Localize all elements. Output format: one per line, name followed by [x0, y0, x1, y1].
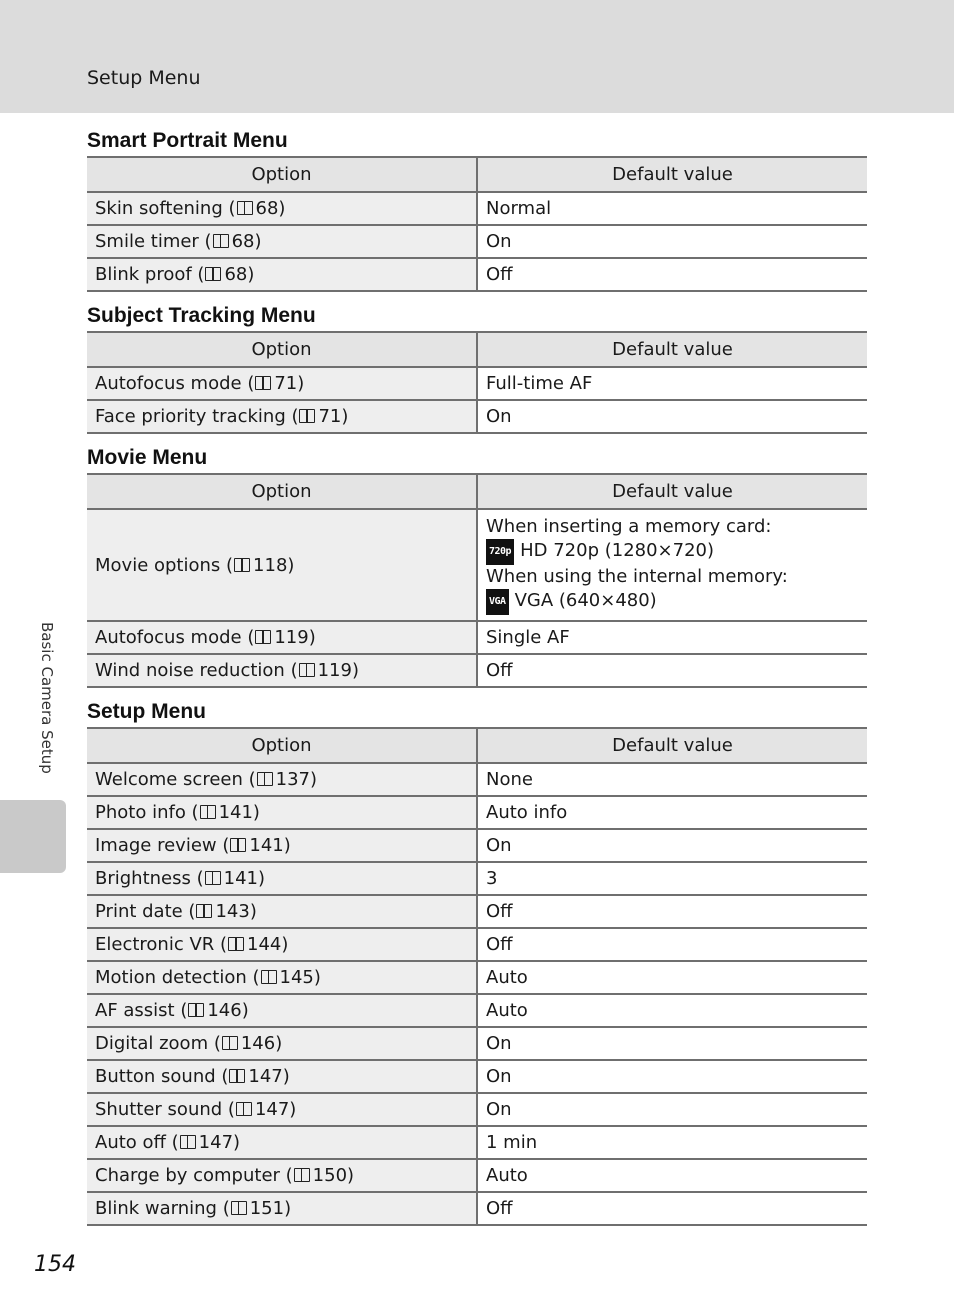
default-value-cell: Auto info	[477, 796, 867, 829]
table-movie	[87, 473, 867, 688]
table-row	[87, 829, 867, 862]
book-ref-icon	[299, 663, 315, 677]
table-row	[87, 509, 867, 621]
option-page-ref: 147)	[198, 1132, 241, 1153]
value-text: HD 720p (1280×720)	[520, 540, 715, 561]
option-name: Shutter sound (	[95, 1099, 235, 1120]
table-row	[87, 1060, 867, 1093]
option-name: Motion detection (	[95, 967, 260, 988]
option-cell	[87, 367, 477, 400]
book-ref-icon	[299, 409, 315, 423]
default-value-cell: Auto	[477, 961, 867, 994]
option-cell	[87, 258, 477, 291]
table-row	[87, 796, 867, 829]
option-cell	[87, 829, 477, 862]
book-ref-icon	[261, 970, 277, 984]
table-row	[87, 862, 867, 895]
option-cell	[87, 961, 477, 994]
default-value-cell: Off	[477, 895, 867, 928]
option-cell	[87, 1027, 477, 1060]
default-value-cell	[477, 509, 867, 621]
table-row	[87, 400, 867, 433]
option-name: Welcome screen (	[95, 769, 256, 790]
page-content	[87, 125, 867, 1234]
default-value-cell: None	[477, 763, 867, 796]
section-title-setup: Setup Menu	[87, 700, 206, 723]
option-cell	[87, 862, 477, 895]
option-cell	[87, 895, 477, 928]
default-value-cell: Off	[477, 258, 867, 291]
option-cell	[87, 192, 477, 225]
default-value-cell: Full-time AF	[477, 367, 867, 400]
book-ref-icon	[222, 1036, 238, 1050]
table-header-row	[87, 157, 867, 192]
option-name: Movie options (	[95, 554, 234, 576]
book-ref-icon	[231, 1201, 247, 1215]
table-row	[87, 928, 867, 961]
table-row	[87, 895, 867, 928]
option-name: Smile timer (	[95, 231, 212, 252]
column-header-default: Default value	[477, 728, 867, 763]
option-page-ref: 119)	[317, 660, 359, 681]
option-page-ref: 68)	[224, 264, 255, 285]
option-cell	[87, 1093, 477, 1126]
option-page-ref: 150)	[312, 1165, 355, 1186]
book-ref-icon	[229, 1069, 245, 1083]
table-row	[87, 258, 867, 291]
table-header-row	[87, 728, 867, 763]
section-title-movie: Movie Menu	[87, 446, 208, 469]
book-ref-icon	[236, 1102, 252, 1116]
book-ref-icon	[205, 871, 221, 885]
default-value-cell: Single AF	[477, 621, 867, 654]
option-cell	[87, 1159, 477, 1192]
option-name: Auto off (	[95, 1132, 179, 1153]
table-row	[87, 621, 867, 654]
option-page-ref: 141)	[218, 802, 260, 823]
book-ref-icon	[255, 630, 271, 644]
table-row	[87, 1027, 867, 1060]
value-text: VGA (640×480)	[514, 590, 657, 611]
book-ref-icon	[213, 234, 229, 248]
option-cell	[87, 994, 477, 1027]
column-header-default: Default value	[477, 332, 867, 367]
table-setup	[87, 727, 867, 1226]
default-value-cell: 3	[477, 862, 867, 895]
table-header-row	[87, 474, 867, 509]
option-name: Image review (	[95, 835, 230, 856]
option-name: Photo info (	[95, 802, 199, 823]
option-page-ref: 71)	[318, 406, 349, 427]
default-value-cell: On	[477, 829, 867, 862]
book-ref-icon	[188, 1003, 204, 1017]
option-name: Digital zoom (	[95, 1033, 221, 1054]
book-ref-icon	[196, 904, 212, 918]
default-value-cell: 1 min	[477, 1126, 867, 1159]
book-ref-icon	[230, 838, 246, 852]
book-ref-icon	[180, 1135, 196, 1149]
option-page-ref: 147)	[248, 1066, 290, 1087]
table-row	[87, 994, 867, 1027]
default-value-cell: On	[477, 1027, 867, 1060]
option-page-ref: 68)	[231, 231, 262, 252]
option-page-ref: 145)	[279, 967, 321, 988]
section-title-subject-tracking: Subject Tracking Menu	[87, 304, 316, 327]
option-cell	[87, 1126, 477, 1159]
column-header-option: Option	[87, 332, 477, 367]
section-title-smart-portrait: Smart Portrait Menu	[87, 129, 288, 152]
option-name: Face priority tracking (	[95, 406, 299, 427]
option-name: Autofocus mode (	[95, 373, 255, 394]
table-row	[87, 225, 867, 258]
book-ref-icon	[294, 1168, 310, 1182]
default-value-cell: On	[477, 1060, 867, 1093]
option-cell	[87, 1060, 477, 1093]
option-page-ref: 146)	[207, 1000, 249, 1021]
column-header-default: Default value	[477, 474, 867, 509]
option-cell	[87, 1192, 477, 1225]
default-value-cell: Off	[477, 928, 867, 961]
table-row	[87, 192, 867, 225]
header-band	[0, 0, 954, 113]
default-value-cell: On	[477, 225, 867, 258]
default-value-cell: On	[477, 400, 867, 433]
option-name: Button sound (	[95, 1066, 229, 1087]
option-cell	[87, 928, 477, 961]
option-page-ref: 137)	[275, 769, 318, 790]
default-value-cell: Off	[477, 1192, 867, 1225]
option-cell	[87, 225, 477, 258]
option-page-ref: 141)	[249, 835, 291, 856]
option-page-ref: 68)	[255, 198, 286, 219]
book-ref-icon	[205, 267, 221, 281]
option-page-ref: 118)	[253, 554, 295, 576]
value-line: When inserting a memory card:	[486, 516, 772, 537]
book-ref-icon	[234, 558, 250, 572]
option-cell	[87, 509, 477, 621]
table-row	[87, 1192, 867, 1225]
option-page-ref: 141)	[223, 868, 266, 889]
column-header-option: Option	[87, 728, 477, 763]
table-row	[87, 1093, 867, 1126]
default-value-cell: On	[477, 1093, 867, 1126]
table-row	[87, 367, 867, 400]
book-ref-icon	[237, 201, 253, 215]
option-page-ref: 119)	[274, 627, 316, 648]
option-name: Autofocus mode (	[95, 627, 255, 648]
table-row	[87, 763, 867, 796]
column-header-option: Option	[87, 157, 477, 192]
option-name: Electronic VR (	[95, 934, 228, 955]
option-page-ref: 144)	[247, 934, 289, 955]
option-name: Charge by computer (	[95, 1165, 293, 1186]
table-row	[87, 961, 867, 994]
option-name: Skin softening (	[95, 198, 236, 219]
option-name: Brightness (	[95, 868, 204, 889]
option-name: Print date (	[95, 901, 196, 922]
table-smart-portrait	[87, 156, 867, 292]
option-name: Wind noise reduction (	[95, 660, 298, 681]
option-name: Blink warning (	[95, 1198, 230, 1219]
page-number: 154	[34, 1252, 76, 1277]
book-ref-icon	[228, 937, 244, 951]
option-page-ref: 71)	[274, 373, 305, 394]
default-value-cell: Auto	[477, 994, 867, 1027]
option-cell	[87, 621, 477, 654]
table-header-row	[87, 332, 867, 367]
value-line: When using the internal memory:	[486, 566, 788, 587]
table-row	[87, 1159, 867, 1192]
table-subject-tracking	[87, 331, 867, 434]
option-cell	[87, 763, 477, 796]
value-line	[486, 589, 867, 615]
book-ref-icon	[200, 805, 216, 819]
option-page-ref: 147)	[254, 1099, 297, 1120]
default-value-cell: Normal	[477, 192, 867, 225]
option-cell	[87, 796, 477, 829]
hd-720p-icon: 720p	[486, 539, 514, 565]
chapter-side-label: Basic Camera Setup	[38, 622, 56, 774]
option-name: Blink proof (	[95, 264, 205, 285]
column-header-default: Default value	[477, 157, 867, 192]
vga-icon: VGA	[486, 589, 509, 615]
default-value-cell: Off	[477, 654, 867, 687]
value-line	[486, 539, 867, 565]
table-row	[87, 654, 867, 687]
column-header-option: Option	[87, 474, 477, 509]
book-ref-icon	[257, 772, 273, 786]
chapter-tab	[0, 800, 66, 873]
option-name: AF assist (	[95, 1000, 188, 1021]
table-row	[87, 1126, 867, 1159]
page-header-title: Setup Menu	[87, 67, 201, 89]
option-page-ref: 143)	[215, 901, 257, 922]
book-ref-icon	[255, 376, 271, 390]
default-value-cell: Auto	[477, 1159, 867, 1192]
option-cell	[87, 400, 477, 433]
option-page-ref: 151)	[249, 1198, 292, 1219]
option-cell	[87, 654, 477, 687]
option-page-ref: 146)	[240, 1033, 283, 1054]
